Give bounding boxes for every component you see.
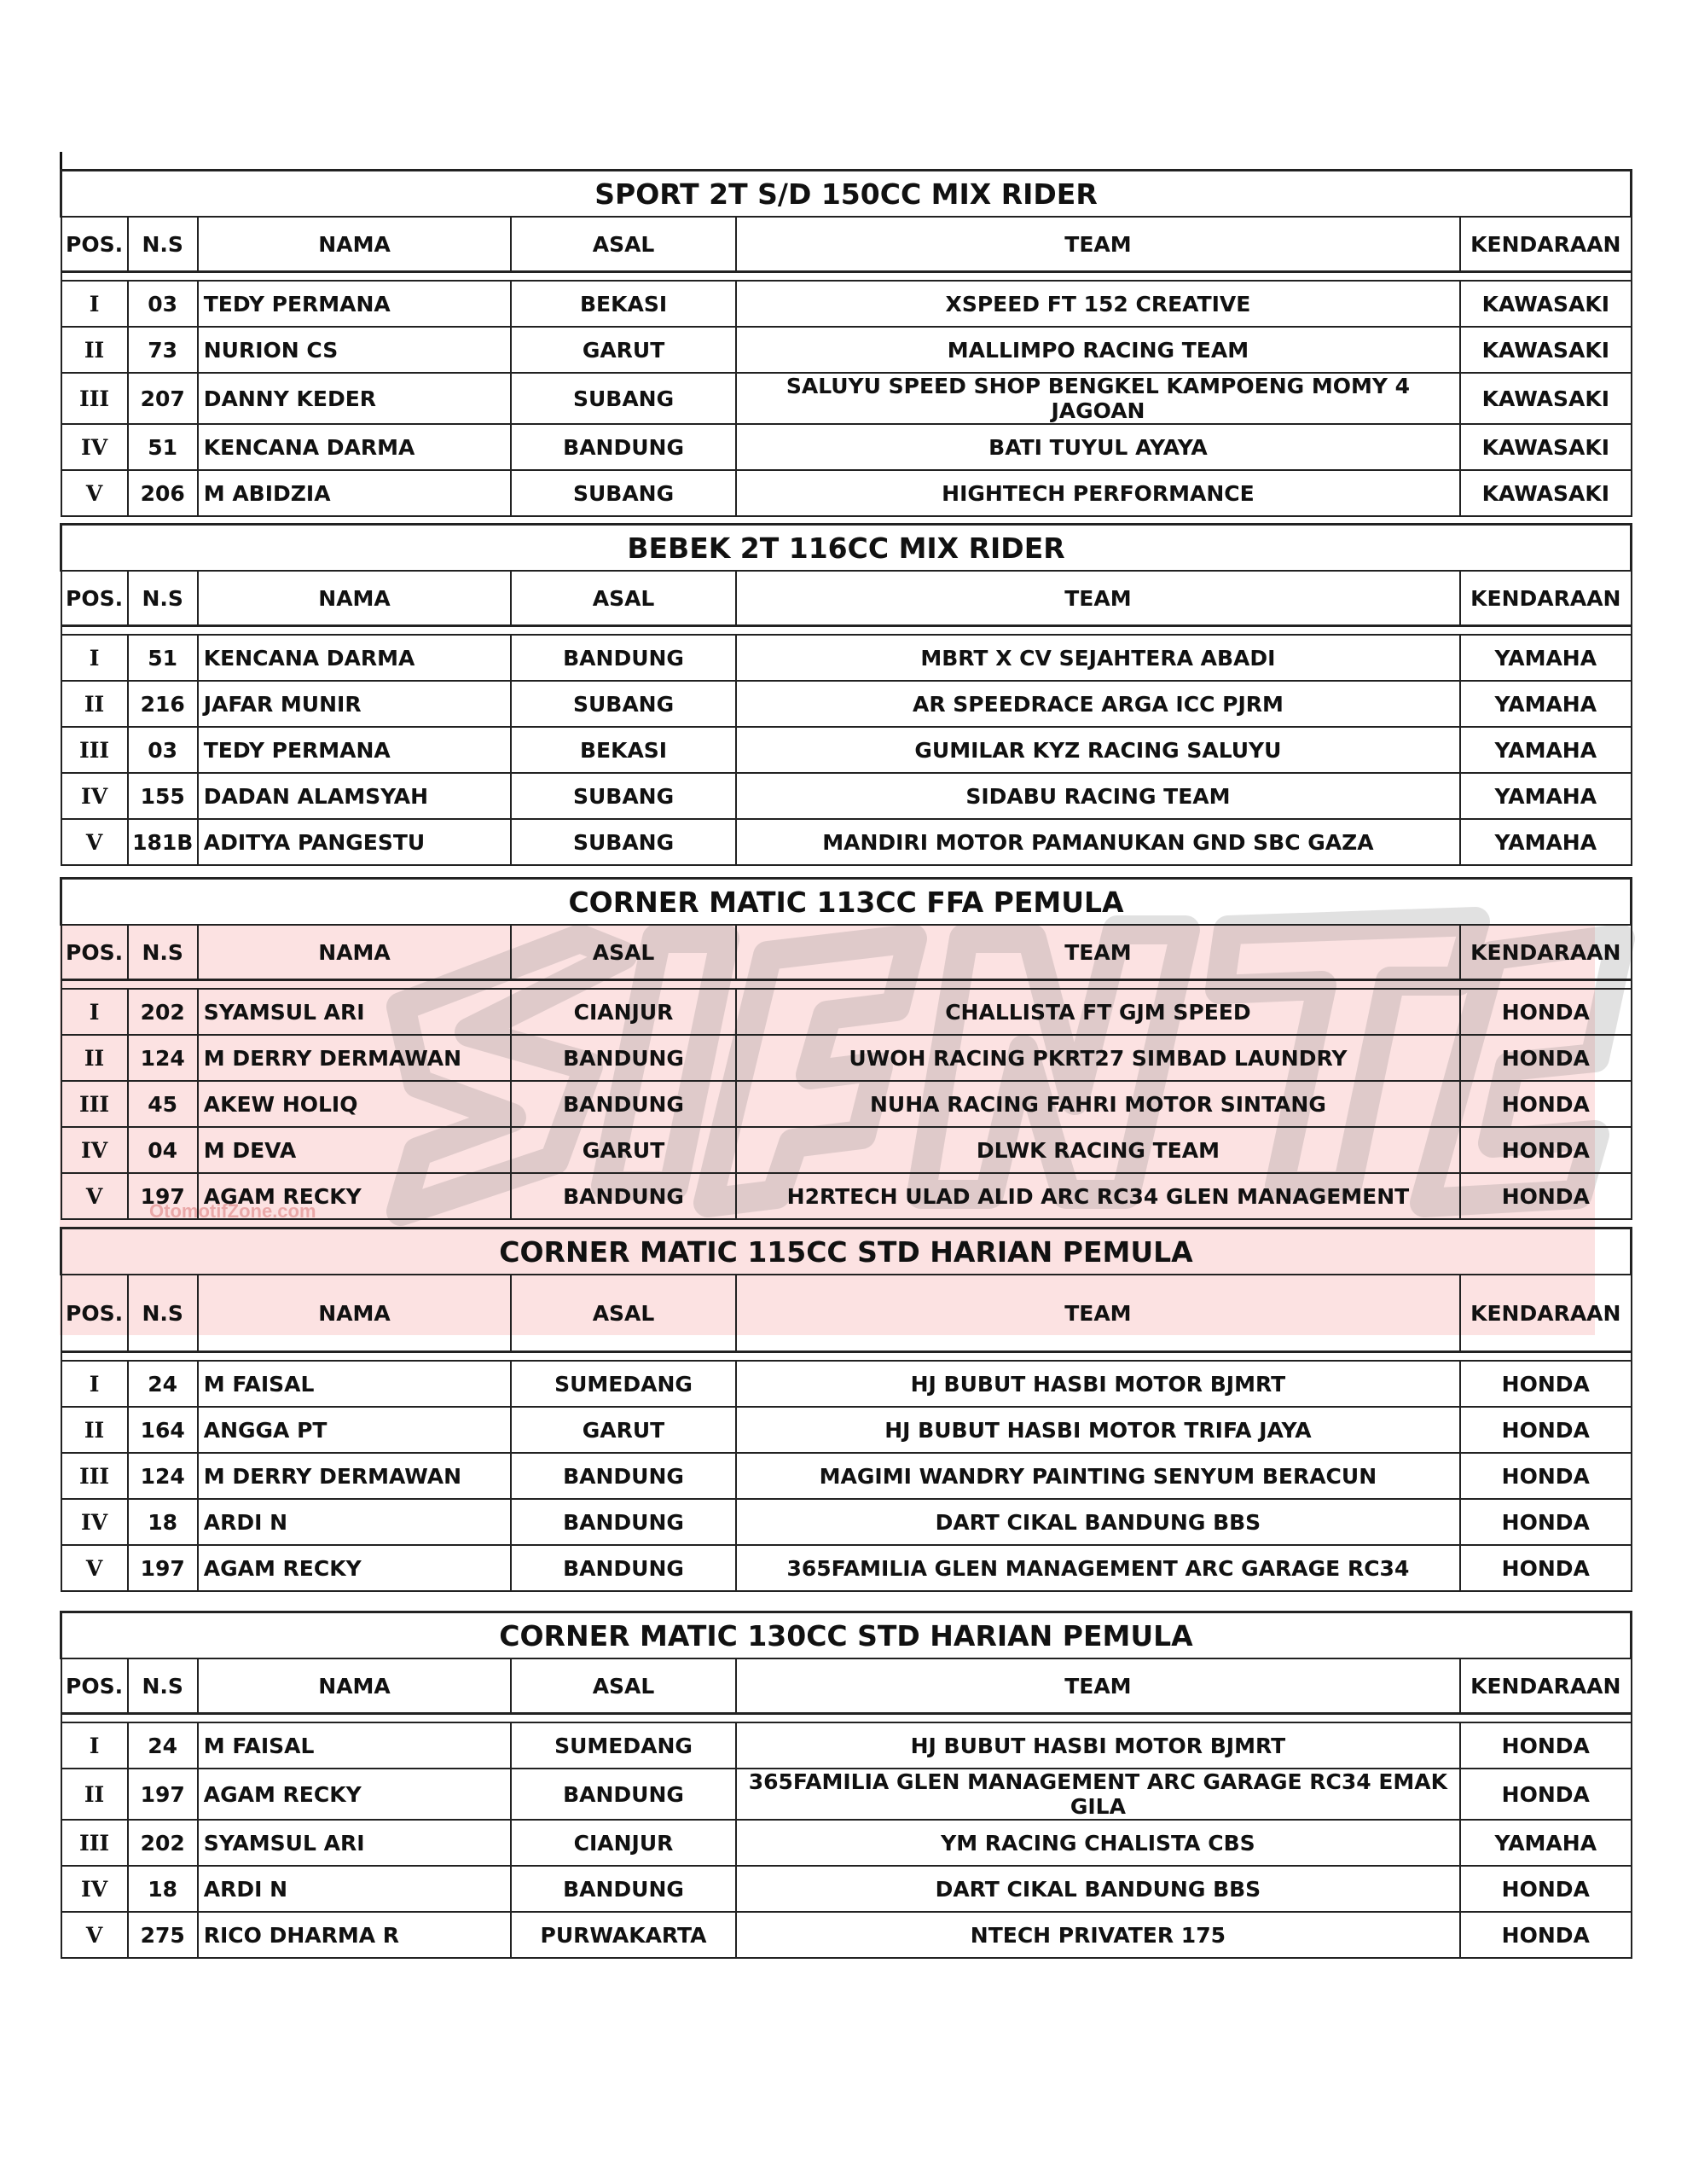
- table-row: [61, 989, 1632, 1035]
- cell-kendaraan: HONDA: [1460, 989, 1631, 1035]
- results-table-bebek-2t: [60, 523, 1632, 866]
- cell-nama: NURION CS: [198, 327, 512, 373]
- cell-nama: TEDY PERMANA: [198, 727, 512, 773]
- section-title: CORNER MATIC 115CC STD HARIAN PEMULA: [61, 1228, 1632, 1275]
- column-header-nama: NAMA: [198, 1275, 512, 1352]
- table-row: [61, 1081, 1632, 1127]
- cell-asal: BEKASI: [511, 727, 735, 773]
- cell-nama: M DEVA: [198, 1127, 512, 1173]
- cell-pos: IV: [61, 1866, 128, 1912]
- table-row: [61, 1361, 1632, 1407]
- section-title: CORNER MATIC 130CC STD HARIAN PEMULA: [61, 1612, 1632, 1659]
- cell-pos: III: [61, 373, 128, 424]
- cell-team: DART CIKAL BANDUNG BBS: [736, 1499, 1460, 1545]
- cell-team: SIDABU RACING TEAM: [736, 773, 1460, 819]
- cell-kendaraan: YAMAHA: [1460, 681, 1631, 727]
- cell-nama: AGAM RECKY: [198, 1769, 512, 1820]
- column-header-pos: POS.: [61, 571, 128, 626]
- cell-asal: BANDUNG: [511, 1035, 735, 1081]
- cell-team: CHALLISTA FT GJM SPEED: [736, 989, 1460, 1035]
- table-row: [61, 819, 1632, 865]
- cell-asal: PURWAKARTA: [511, 1912, 735, 1958]
- cell-kendaraan: HONDA: [1460, 1453, 1631, 1499]
- column-header-team: TEAM: [736, 571, 1460, 626]
- table-row: [61, 1866, 1632, 1912]
- column-header-ns: N.S: [128, 1275, 198, 1352]
- column-header-pos: POS.: [61, 1275, 128, 1352]
- column-header-pos: POS.: [61, 1658, 128, 1714]
- cell-asal: BANDUNG: [511, 1866, 735, 1912]
- cell-ns: 202: [128, 989, 198, 1035]
- table-row: [61, 1722, 1632, 1769]
- column-header-kendaraan: KENDARAAN: [1460, 571, 1631, 626]
- cell-kendaraan: HONDA: [1460, 1127, 1631, 1173]
- cell-ns: 207: [128, 373, 198, 424]
- cell-pos: III: [61, 727, 128, 773]
- table-row: [61, 1035, 1632, 1081]
- cell-nama: ANGGA PT: [198, 1407, 512, 1453]
- cell-kendaraan: KAWASAKI: [1460, 424, 1631, 470]
- table-row: [61, 470, 1632, 516]
- table-row: [61, 727, 1632, 773]
- cell-kendaraan: HONDA: [1460, 1769, 1631, 1820]
- cell-asal: SUBANG: [511, 681, 735, 727]
- cell-ns: 24: [128, 1361, 198, 1407]
- cell-team: H2RTECH ULAD ALID ARC RC34 GLEN MANAGEMENT: [736, 1173, 1460, 1219]
- cell-pos: II: [61, 681, 128, 727]
- cell-kendaraan: HONDA: [1460, 1912, 1631, 1958]
- cell-team: HJ BUBUT HASBI MOTOR BJMRT: [736, 1722, 1460, 1769]
- cell-ns: 181B: [128, 819, 198, 865]
- table-row: [61, 373, 1632, 424]
- results-table-corner-matic-130: [60, 1611, 1632, 1959]
- cell-nama: AGAM RECKY: [198, 1545, 512, 1591]
- cell-asal: BANDUNG: [511, 1173, 735, 1219]
- cell-team: GUMILAR KYZ RACING SALUYU: [736, 727, 1460, 773]
- table-row: [61, 773, 1632, 819]
- cell-nama: RICO DHARMA R: [198, 1912, 512, 1958]
- cell-asal: BANDUNG: [511, 424, 735, 470]
- cell-pos: II: [61, 1407, 128, 1453]
- cell-ns: 45: [128, 1081, 198, 1127]
- cell-nama: SYAMSUL ARI: [198, 989, 512, 1035]
- results-table-corner-matic-113: [60, 877, 1632, 1220]
- cell-nama: TEDY PERMANA: [198, 281, 512, 327]
- column-header-asal: ASAL: [511, 1275, 735, 1352]
- cell-pos: I: [61, 1722, 128, 1769]
- header-separator: [61, 980, 1632, 990]
- table-row: [61, 1912, 1632, 1958]
- cell-team: BATI TUYUL AYAYA: [736, 424, 1460, 470]
- cell-nama: ADITYA PANGESTU: [198, 819, 512, 865]
- cell-kendaraan: KAWASAKI: [1460, 373, 1631, 424]
- cell-kendaraan: HONDA: [1460, 1407, 1631, 1453]
- cell-asal: CIANJUR: [511, 1820, 735, 1866]
- cell-ns: 51: [128, 424, 198, 470]
- cell-pos: V: [61, 470, 128, 516]
- cell-asal: BANDUNG: [511, 1545, 735, 1591]
- column-header-ns: N.S: [128, 217, 198, 272]
- column-header-team: TEAM: [736, 1275, 1460, 1352]
- cell-pos: I: [61, 281, 128, 327]
- cell-asal: SUBANG: [511, 819, 735, 865]
- cell-kendaraan: HONDA: [1460, 1722, 1631, 1769]
- table-row: [61, 635, 1632, 681]
- cell-asal: SUMEDANG: [511, 1361, 735, 1407]
- column-header-ns: N.S: [128, 925, 198, 980]
- cell-ns: 73: [128, 327, 198, 373]
- cell-nama: DADAN ALAMSYAH: [198, 773, 512, 819]
- cell-team: SALUYU SPEED SHOP BENGKEL KAMPOENG MOMY 4 JAGOAN: [736, 373, 1460, 424]
- table-row: [61, 281, 1632, 327]
- column-header-nama: NAMA: [198, 217, 512, 272]
- cell-asal: GARUT: [511, 1127, 735, 1173]
- column-header-kendaraan: KENDARAAN: [1460, 1658, 1631, 1714]
- cell-kendaraan: HONDA: [1460, 1361, 1631, 1407]
- column-header-team: TEAM: [736, 217, 1460, 272]
- cell-ns: 04: [128, 1127, 198, 1173]
- cell-team: MAGIMI WANDRY PAINTING SENYUM BERACUN: [736, 1453, 1460, 1499]
- cell-asal: SUBANG: [511, 373, 735, 424]
- table-row: [61, 1173, 1632, 1219]
- column-header-nama: NAMA: [198, 925, 512, 980]
- cell-pos: IV: [61, 1127, 128, 1173]
- cell-nama: AGAM RECKY: [198, 1173, 512, 1219]
- cell-asal: BANDUNG: [511, 1499, 735, 1545]
- cell-team: MANDIRI MOTOR PAMANUKAN GND SBC GAZA: [736, 819, 1460, 865]
- cell-pos: II: [61, 327, 128, 373]
- cell-kendaraan: KAWASAKI: [1460, 281, 1631, 327]
- cell-nama: M ABIDZIA: [198, 470, 512, 516]
- cell-ns: 197: [128, 1545, 198, 1591]
- cell-kendaraan: HONDA: [1460, 1545, 1631, 1591]
- cell-pos: IV: [61, 424, 128, 470]
- column-header-pos: POS.: [61, 217, 128, 272]
- column-header-asal: ASAL: [511, 217, 735, 272]
- column-header-kendaraan: KENDARAAN: [1460, 1275, 1631, 1352]
- table-row: [61, 1453, 1632, 1499]
- cell-ns: 197: [128, 1173, 198, 1219]
- column-header-nama: NAMA: [198, 1658, 512, 1714]
- cell-pos: IV: [61, 1499, 128, 1545]
- cell-nama: M DERRY DERMAWAN: [198, 1035, 512, 1081]
- cell-team: 365FAMILIA GLEN MANAGEMENT ARC GARAGE RC34 EMAK GILA: [736, 1769, 1460, 1820]
- cell-ns: 216: [128, 681, 198, 727]
- cell-kendaraan: KAWASAKI: [1460, 470, 1631, 516]
- column-header-pos: POS.: [61, 925, 128, 980]
- cell-nama: SYAMSUL ARI: [198, 1820, 512, 1866]
- cell-asal: CIANJUR: [511, 989, 735, 1035]
- cell-ns: 275: [128, 1912, 198, 1958]
- cell-kendaraan: YAMAHA: [1460, 1820, 1631, 1866]
- cell-pos: II: [61, 1769, 128, 1820]
- cell-asal: BANDUNG: [511, 1769, 735, 1820]
- cell-nama: M FAISAL: [198, 1361, 512, 1407]
- cell-team: HJ BUBUT HASBI MOTOR BJMRT: [736, 1361, 1460, 1407]
- cell-pos: II: [61, 1035, 128, 1081]
- cell-nama: ARDI N: [198, 1866, 512, 1912]
- column-header-kendaraan: KENDARAAN: [1460, 925, 1631, 980]
- cell-kendaraan: HONDA: [1460, 1173, 1631, 1219]
- cell-pos: I: [61, 635, 128, 681]
- cell-team: UWOH RACING PKRT27 SIMBAD LAUNDRY: [736, 1035, 1460, 1081]
- cell-ns: 18: [128, 1499, 198, 1545]
- cell-team: DLWK RACING TEAM: [736, 1127, 1460, 1173]
- header-separator: [61, 1352, 1632, 1362]
- cell-ns: 51: [128, 635, 198, 681]
- cell-asal: BANDUNG: [511, 635, 735, 681]
- cell-pos: III: [61, 1820, 128, 1866]
- cell-team: HIGHTECH PERFORMANCE: [736, 470, 1460, 516]
- column-header-nama: NAMA: [198, 571, 512, 626]
- cell-pos: V: [61, 1912, 128, 1958]
- cell-kendaraan: KAWASAKI: [1460, 327, 1631, 373]
- cell-ns: 18: [128, 1866, 198, 1912]
- cell-asal: SUBANG: [511, 470, 735, 516]
- cell-asal: BANDUNG: [511, 1453, 735, 1499]
- header-separator: [61, 272, 1632, 282]
- results-table-sport-2t: [60, 169, 1632, 517]
- cell-team: NUHA RACING FAHRI MOTOR SINTANG: [736, 1081, 1460, 1127]
- results-table-corner-matic-115: [60, 1227, 1632, 1592]
- table-row: [61, 1127, 1632, 1173]
- table-row: [61, 1769, 1632, 1820]
- section-title: SPORT 2T S/D 150CC MIX RIDER: [61, 171, 1632, 218]
- cell-team: AR SPEEDRACE ARGA ICC PJRM: [736, 681, 1460, 727]
- cell-team: 365FAMILIA GLEN MANAGEMENT ARC GARAGE RC34: [736, 1545, 1460, 1591]
- column-header-ns: N.S: [128, 1658, 198, 1714]
- cell-asal: GARUT: [511, 1407, 735, 1453]
- cell-kendaraan: HONDA: [1460, 1035, 1631, 1081]
- cell-asal: BEKASI: [511, 281, 735, 327]
- cell-nama: KENCANA DARMA: [198, 635, 512, 681]
- watermark-caption: OtomotifZone.com: [149, 1200, 316, 1222]
- table-row: [61, 681, 1632, 727]
- table-row: [61, 1820, 1632, 1866]
- cell-ns: 202: [128, 1820, 198, 1866]
- column-header-ns: N.S: [128, 571, 198, 626]
- cell-nama: AKEW HOLIQ: [198, 1081, 512, 1127]
- column-header-team: TEAM: [736, 1658, 1460, 1714]
- cell-nama: DANNY KEDER: [198, 373, 512, 424]
- cell-kendaraan: YAMAHA: [1460, 773, 1631, 819]
- cell-team: HJ BUBUT HASBI MOTOR TRIFA JAYA: [736, 1407, 1460, 1453]
- table-row: [61, 1499, 1632, 1545]
- cell-team: DART CIKAL BANDUNG BBS: [736, 1866, 1460, 1912]
- cell-nama: JAFAR MUNIR: [198, 681, 512, 727]
- column-header-kendaraan: KENDARAAN: [1460, 217, 1631, 272]
- cell-pos: V: [61, 819, 128, 865]
- cell-asal: BANDUNG: [511, 1081, 735, 1127]
- cell-pos: IV: [61, 773, 128, 819]
- cell-asal: SUMEDANG: [511, 1722, 735, 1769]
- cell-ns: 124: [128, 1453, 198, 1499]
- cell-pos: III: [61, 1453, 128, 1499]
- cell-ns: 03: [128, 281, 198, 327]
- table-row: [61, 327, 1632, 373]
- cell-team: YM RACING CHALISTA CBS: [736, 1820, 1460, 1866]
- cell-kendaraan: YAMAHA: [1460, 819, 1631, 865]
- column-header-asal: ASAL: [511, 571, 735, 626]
- table-row: [61, 1545, 1632, 1591]
- cell-ns: 164: [128, 1407, 198, 1453]
- cell-pos: V: [61, 1545, 128, 1591]
- header-separator: [61, 1714, 1632, 1723]
- cell-pos: III: [61, 1081, 128, 1127]
- column-header-team: TEAM: [736, 925, 1460, 980]
- cell-team: NTECH PRIVATER 175: [736, 1912, 1460, 1958]
- cell-ns: 197: [128, 1769, 198, 1820]
- table-row: [61, 1407, 1632, 1453]
- cell-nama: M DERRY DERMAWAN: [198, 1453, 512, 1499]
- cell-team: XSPEED FT 152 CREATIVE: [736, 281, 1460, 327]
- cell-pos: V: [61, 1173, 128, 1219]
- cell-ns: 155: [128, 773, 198, 819]
- column-header-asal: ASAL: [511, 925, 735, 980]
- cell-asal: SUBANG: [511, 773, 735, 819]
- cell-team: MALLIMPO RACING TEAM: [736, 327, 1460, 373]
- cell-kendaraan: YAMAHA: [1460, 727, 1631, 773]
- cell-pos: I: [61, 1361, 128, 1407]
- table-row: [61, 424, 1632, 470]
- cell-nama: KENCANA DARMA: [198, 424, 512, 470]
- cell-asal: GARUT: [511, 327, 735, 373]
- cell-ns: 24: [128, 1722, 198, 1769]
- cell-nama: ARDI N: [198, 1499, 512, 1545]
- cell-ns: 124: [128, 1035, 198, 1081]
- header-separator: [61, 626, 1632, 636]
- section-title: CORNER MATIC 113CC FFA PEMULA: [61, 879, 1632, 926]
- cell-nama: M FAISAL: [198, 1722, 512, 1769]
- cell-team: MBRT X CV SEJAHTERA ABADI: [736, 635, 1460, 681]
- cell-kendaraan: HONDA: [1460, 1866, 1631, 1912]
- cell-kendaraan: HONDA: [1460, 1081, 1631, 1127]
- column-header-asal: ASAL: [511, 1658, 735, 1714]
- cell-pos: I: [61, 989, 128, 1035]
- section-title: BEBEK 2T 116CC MIX RIDER: [61, 525, 1632, 572]
- margin-stub: [60, 152, 62, 171]
- cell-ns: 03: [128, 727, 198, 773]
- cell-kendaraan: YAMAHA: [1460, 635, 1631, 681]
- cell-ns: 206: [128, 470, 198, 516]
- cell-kendaraan: HONDA: [1460, 1499, 1631, 1545]
